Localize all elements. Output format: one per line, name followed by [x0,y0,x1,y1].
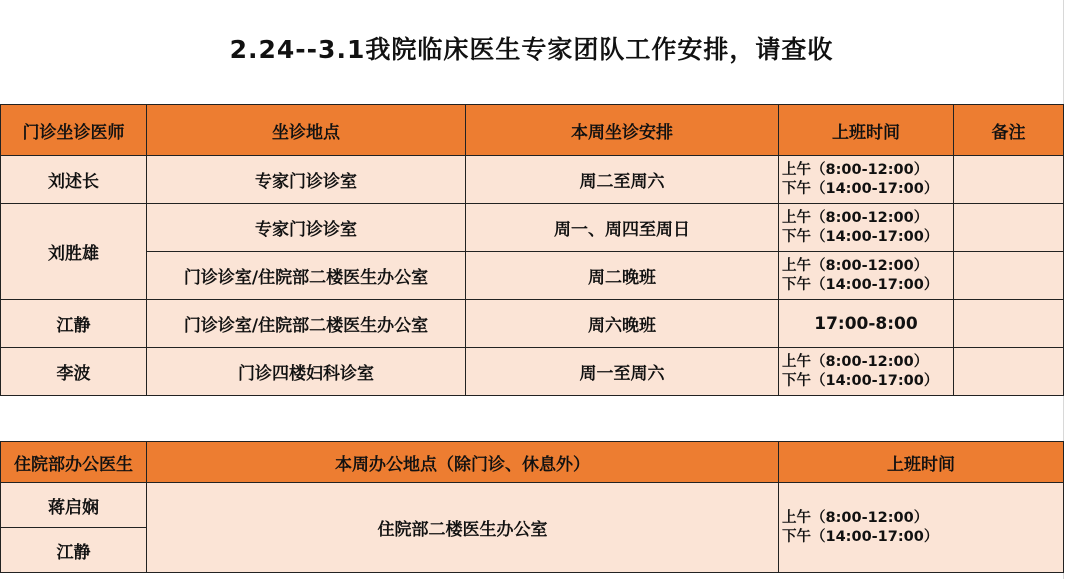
header-cell: 上班时间 [779,105,954,156]
table-header-row [1,442,1064,483]
header-cell: 本周办公地点（除门诊、休息外） [147,442,779,483]
schedule-cell: 周二至周六 [466,156,779,204]
morning-hours: 上午（8:00-12:00） [782,257,929,274]
table-header-row [1,105,1064,156]
afternoon-hours: 下午（14:00-17:00） [782,276,939,293]
location-cell: 专家门诊诊室 [147,204,466,252]
table-row [1,156,1064,204]
location-cell: 门诊四楼妇科诊室 [147,348,466,396]
doctor-cell: 刘胜雄 [1,204,147,300]
morning-hours: 上午（8:00-12:00） [782,209,929,226]
header-cell: 住院部办公医生 [1,442,147,483]
note-cell [954,348,1064,396]
work-time-cell [779,483,1064,573]
note-cell [954,156,1064,204]
header-cell: 备注 [954,105,1064,156]
morning-hours: 上午（8:00-12:00） [782,353,929,370]
header-cell: 坐诊地点 [147,105,466,156]
header-cell: 本周坐诊安排 [466,105,779,156]
location-cell: 门诊诊室/住院部二楼医生办公室 [147,300,466,348]
doctor-cell: 李波 [1,348,147,396]
doctor-cell: 江静 [1,300,147,348]
doctor-cell: 蒋启娴 [1,483,147,528]
table-row [1,300,1064,348]
morning-hours: 上午（8:00-12:00） [782,161,929,178]
table-row [1,348,1064,396]
afternoon-hours: 下午（14:00-17:00） [782,228,939,245]
work-time-cell [779,348,954,396]
afternoon-hours: 下午（14:00-17:00） [782,180,939,197]
schedule-cell: 周一、周四至周日 [466,204,779,252]
ward-office-table [0,441,1064,573]
clinic-schedule-table [0,104,1064,396]
work-time-cell [779,156,954,204]
doctor-cell: 刘述长 [1,156,147,204]
header-cell: 上班时间 [779,442,1064,483]
work-time-cell [779,204,954,252]
note-cell [954,300,1064,348]
schedule-cell: 周二晚班 [466,252,779,300]
schedule-cell: 周六晚班 [466,300,779,348]
work-time-cell: 17:00-8:00 [779,300,954,348]
header-cell: 门诊坐诊医师 [1,105,147,156]
page-title: 2.24--3.1我院临床医生专家团队工作安排，请查收 [229,35,834,64]
afternoon-hours: 下午（14:00-17:00） [782,528,939,545]
morning-hours: 上午（8:00-12:00） [782,509,929,526]
doctor-cell: 江静 [1,528,147,573]
note-cell [954,252,1064,300]
table-row [1,204,1064,252]
note-cell [954,204,1064,252]
office-location-cell: 住院部二楼医生办公室 [147,483,779,573]
afternoon-hours: 下午（14:00-17:00） [782,372,939,389]
table-row [1,483,1064,528]
table-row [1,252,1064,300]
location-cell: 门诊诊室/住院部二楼医生办公室 [147,252,466,300]
location-cell: 专家门诊诊室 [147,156,466,204]
work-time-cell [779,252,954,300]
schedule-cell: 周一至周六 [466,348,779,396]
